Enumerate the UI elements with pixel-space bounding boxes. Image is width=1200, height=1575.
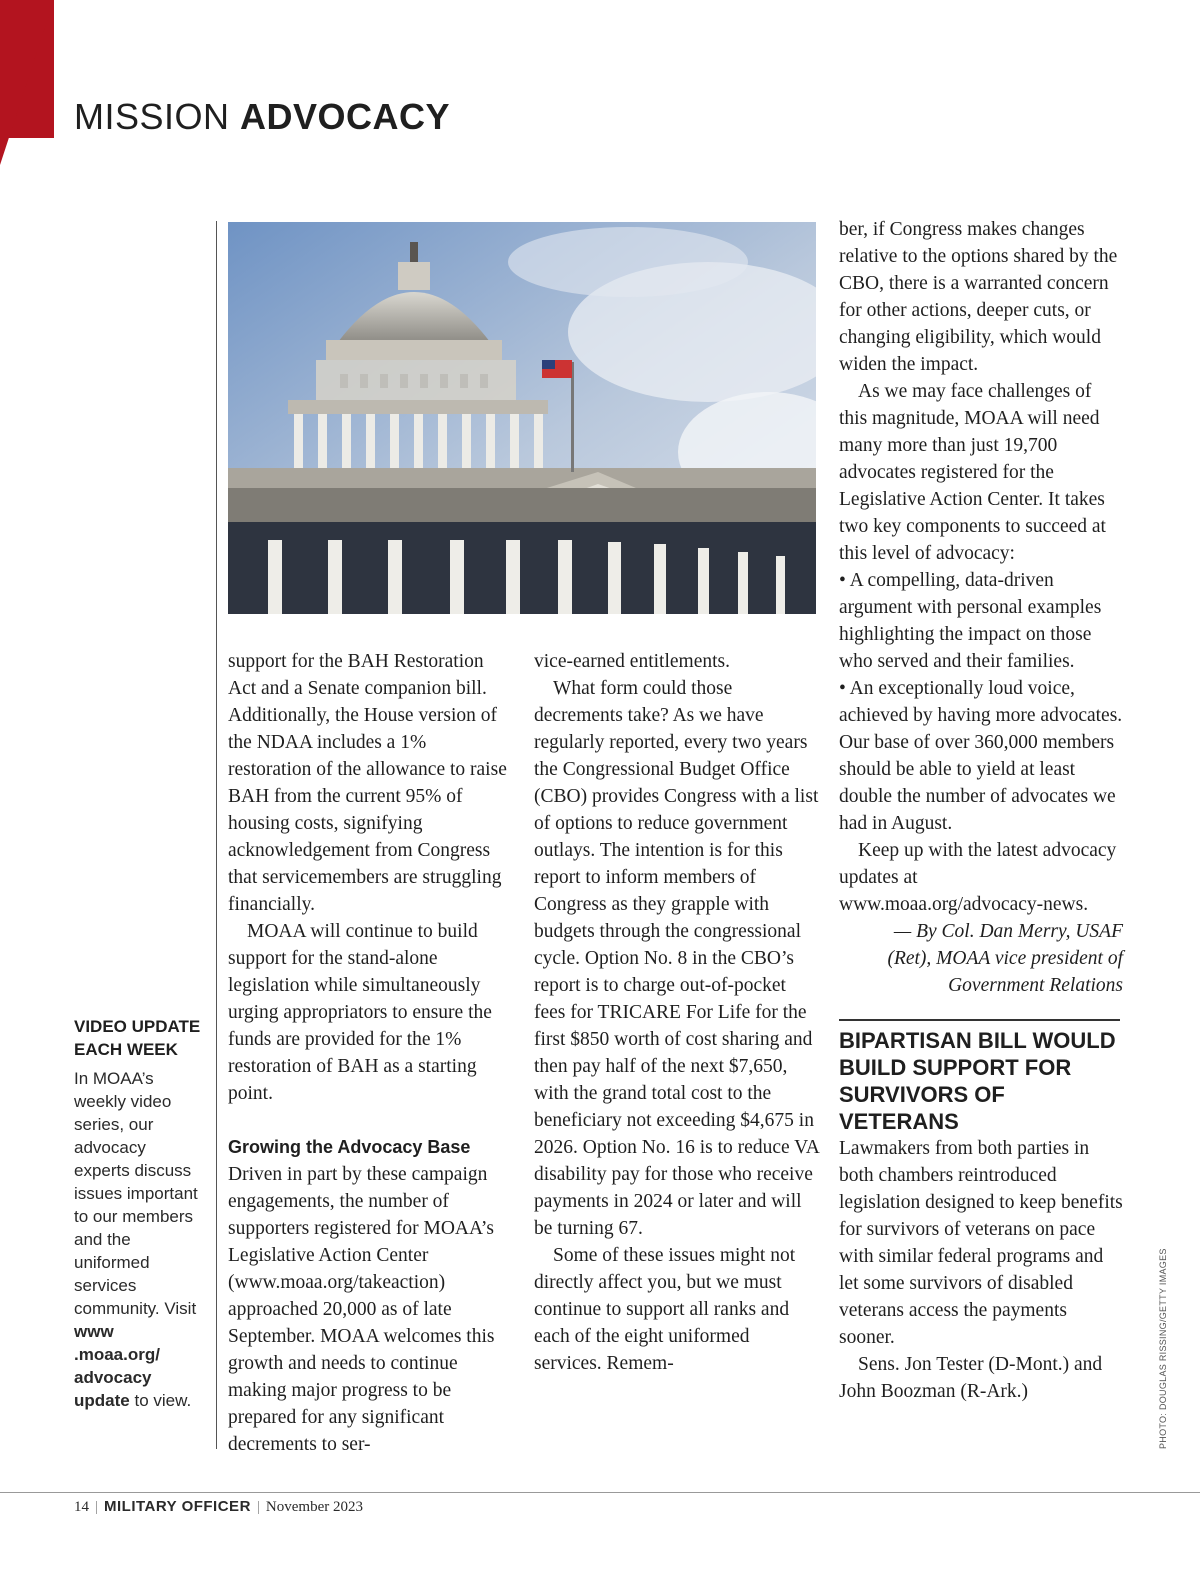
col3-paragraph-5: Sens. Jon Tester (D-Mont.) and John Boozman (R-Ark.) bbox=[839, 1354, 1103, 1402]
section-header-light: MISSION bbox=[74, 96, 230, 137]
footer-rule bbox=[0, 1492, 1200, 1493]
section-header-bold: ADVOCACY bbox=[240, 96, 451, 137]
col3-paragraph-3: Keep up with the latest advocacy updates at www.moaa.org/advocacy-news. bbox=[839, 840, 1117, 915]
article-column-3 bbox=[839, 216, 1123, 1405]
footer-separator: | bbox=[95, 1499, 99, 1515]
bullet-1: • A compelling, data-driven argument with personal examples highlighting the impact on those who served and their families. bbox=[839, 570, 1102, 672]
capitol-photo bbox=[228, 222, 816, 614]
article-column-1 bbox=[228, 648, 512, 1458]
col3-paragraph-1: ber, if Congress makes changes relative to the options shared by the CBO, there is a warranted concern for other actions, deeper cuts, or changing eligibility, which would widen the impact. bbox=[839, 219, 1118, 375]
byline-line-1: — By Col. Dan Merry, USAF bbox=[893, 921, 1123, 942]
sidebar-text bbox=[74, 1067, 204, 1412]
section-divider bbox=[839, 1019, 1120, 1021]
red-corner-triangle bbox=[0, 0, 54, 165]
col2-paragraph-2: What form could those decrements take? As we have regularly reported, every two years the Congressional Budget Office (CBO) provides Congress with a list of options to reduce government outlays. The intention is for this report to inform members of Congress as they grapple with budgets through the congressional cycle. Option No. 8 in the CBO’s report is to charge out-of-pocket fees for TRICARE For Life for the first $850 worth of cost sharing and then pay half of the next $7,650, with the grand total cost to the beneficiary not exceeding $4,675 in 2026. Option No. 16 is to reduce VA disability pay for those who receive payments in 2024 or later and will be turning 67. bbox=[534, 678, 819, 1239]
byline bbox=[839, 918, 1123, 999]
column-divider bbox=[216, 221, 217, 1449]
page-number: 14 bbox=[74, 1499, 89, 1515]
issue-date: November 2023 bbox=[265, 1499, 363, 1515]
capitol-dome-icon bbox=[228, 222, 816, 614]
footer-separator: | bbox=[256, 1499, 260, 1515]
page-footer bbox=[74, 1498, 363, 1516]
section-header bbox=[74, 96, 450, 138]
sidebar-body: In MOAA’s weekly video series, our advocacy experts discuss issues important to our members and the uniformed services community. Visit bbox=[74, 1069, 198, 1318]
sidebar-title: VIDEO UPDATE EACH WEEK bbox=[74, 1017, 201, 1059]
col3-paragraph-2: As we may face challenges of this magnitude, MOAA will need many more than just 19,700 advocates registered for the Legislative Action Center. It takes two key components to succeed at this level of advocacy: bbox=[839, 381, 1106, 564]
bullet-2: • An exceptionally loud voice, achieved by having more advocates. Our base of over 360,000 members should be able to yield at least double the number of advocates we had in August. bbox=[839, 678, 1123, 834]
survivors-headline: BIPARTISAN BILL WOULD BUILD SUPPORT FOR SURVIVORS OF VETERANS bbox=[839, 1028, 1116, 1134]
byline-line-3: Government Relations bbox=[948, 975, 1123, 996]
article-column-2 bbox=[534, 648, 819, 1377]
sidebar-link[interactable]: www .moaa.org/ advocacy update bbox=[74, 1322, 160, 1410]
col1-paragraph-1: support for the BAH Restoration Act and a Senate companion bill. Additionally, the House version of the NDAA includes a 1% restoration of the allowance to raise BAH from the current 95% of housing costs, signifying acknowledgement from Congress that servicemembers are struggling financially. bbox=[228, 651, 507, 915]
col3-paragraph-4: Lawmakers from both parties in both chambers reintroduced legislation designed to keep benefits for survivors of veterans on pace with similar federal programs and let some survivors of disabled veterans access the payments sooner. bbox=[839, 1138, 1123, 1348]
photo-credit: PHOTO: DOUGLAS RISSING/GETTY IMAGES bbox=[1158, 1248, 1168, 1449]
magazine-name: MILITARY OFFICER bbox=[104, 1498, 251, 1515]
col2-paragraph-3: Some of these issues might not directly affect you, but we must continue to support all ranks and each of the eight uniformed services. Remem- bbox=[534, 1245, 796, 1374]
byline-line-2: (Ret), MOAA vice president of bbox=[887, 948, 1123, 969]
subhead-advocacy-base: Growing the Advocacy Base bbox=[228, 1137, 471, 1157]
video-update-sidebar bbox=[74, 1015, 204, 1412]
col1-paragraph-3: Driven in part by these campaign engagements, the number of supporters registered for MOAA’s Legislative Action Center (www.moaa.org/takeaction) approached 20,000 as of late September. MOAA welcomes this growth and needs to continue making major progress to be prepared for any significant decrements to ser- bbox=[228, 1164, 495, 1455]
col1-paragraph-2: MOAA will continue to build support for the stand-alone legislation while simultaneously urging appropriators to ensure the funds are provided for the 1% restoration of BAH as a starting point. bbox=[228, 921, 492, 1104]
sidebar-tail: to view. bbox=[134, 1391, 192, 1410]
col2-paragraph-1: vice-earned entitlements. bbox=[534, 651, 730, 672]
